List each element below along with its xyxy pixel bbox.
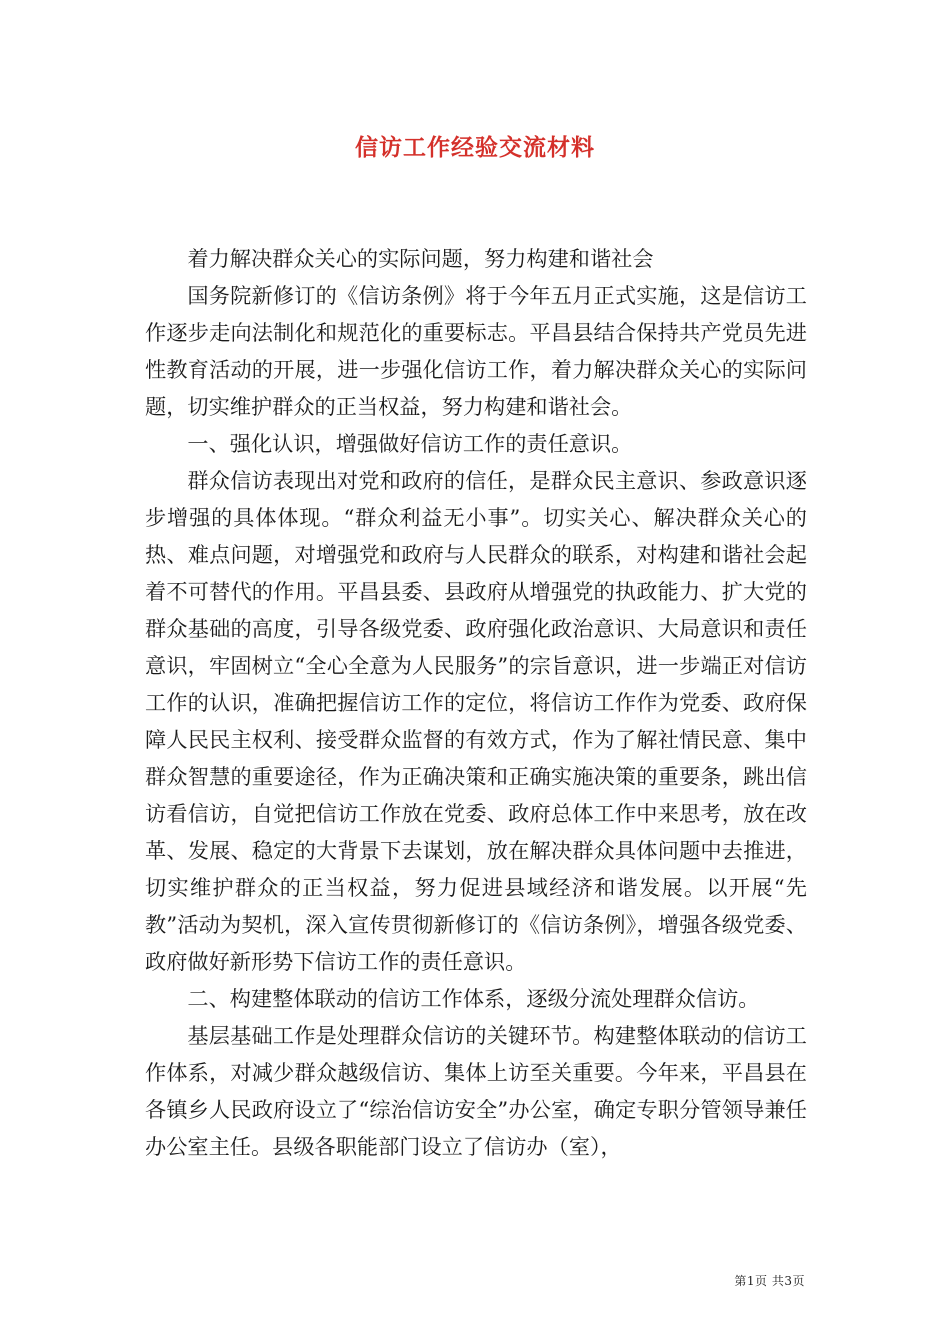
paragraph-heading-2: 二、构建整体联动的信访工作体系，逐级分流处理群众信访。 [187,986,760,1011]
paragraph-section-2: 基层基础工作是处理群众信访的关键环节。构建整体联动的信访工作体系，对减少群众越级信访、集体上访至关重要。今年来，平昌县在各镇乡人民政府设立了“综治信访安全”办公室，确定专职分管领导兼任办公室主任。县级各职能部门设立了信访办（室）， [145,1023,807,1159]
paragraph-heading-1: 一、强化认识，增强做好信访工作的责任意识。 [187,431,633,456]
paragraph-subtitle: 着力解决群众关心的实际问题，努力构建和谐社会 [187,246,654,271]
document-title: 信访工作经验交流材料 [355,134,595,161]
paragraph-intro: 国务院新修订的《信访条例》将于今年五月正式实施，这是信访工作逐步走向法制化和规范化的重要标志。平昌县结合保持共产党员先进性教育活动的开展，进一步强化信访工作，着力解决群众关心的实际问题，切实维护群众的正当权益，努力构建和谐社会。 [145,283,807,419]
paragraph-section-1: 群众信访表现出对党和政府的信任，是群众民主意识、参政意识逐步增强的具体体现。“群众利益无小事”。切实关心、解决群众关心的热、难点问题，对增强党和政府与人民群众的联系，对构建和谐社会起着不可替代的作用。平昌县委、县政府从增强党的执政能力、扩大党的群众基础的高度，引导各级党委、政府强化政治意识、大局意识和责任意识，牢固树立“全心全意为人民服务”的宗旨意识，进一步端正对信访工作的认识，准确把握信访工作的定位，将信访工作作为党委、政府保障人民民主权利、接受群众监督的有效方式，作为了解社情民意、集中群众智慧的重要途径，作为正确决策和正确实施决策的重要条，跳出信访看信访，自觉把信访工作放在党委、政府总体工作中来思考，放在改革、发展、稳定的大背景下去谋划，放在解决群众具体问题中去推进，切实维护群众的正当权益，努力促进县域经济和谐发展。以开展“先教”活动为契机，深入宣传贯彻新修订的《信访条例》，增强各级党委、政府做好新形势下信访工作的责任意识。 [145,468,807,974]
document-body [145,240,807,1165]
page-number-footer: 第1页 共3页 [734,1274,805,1288]
